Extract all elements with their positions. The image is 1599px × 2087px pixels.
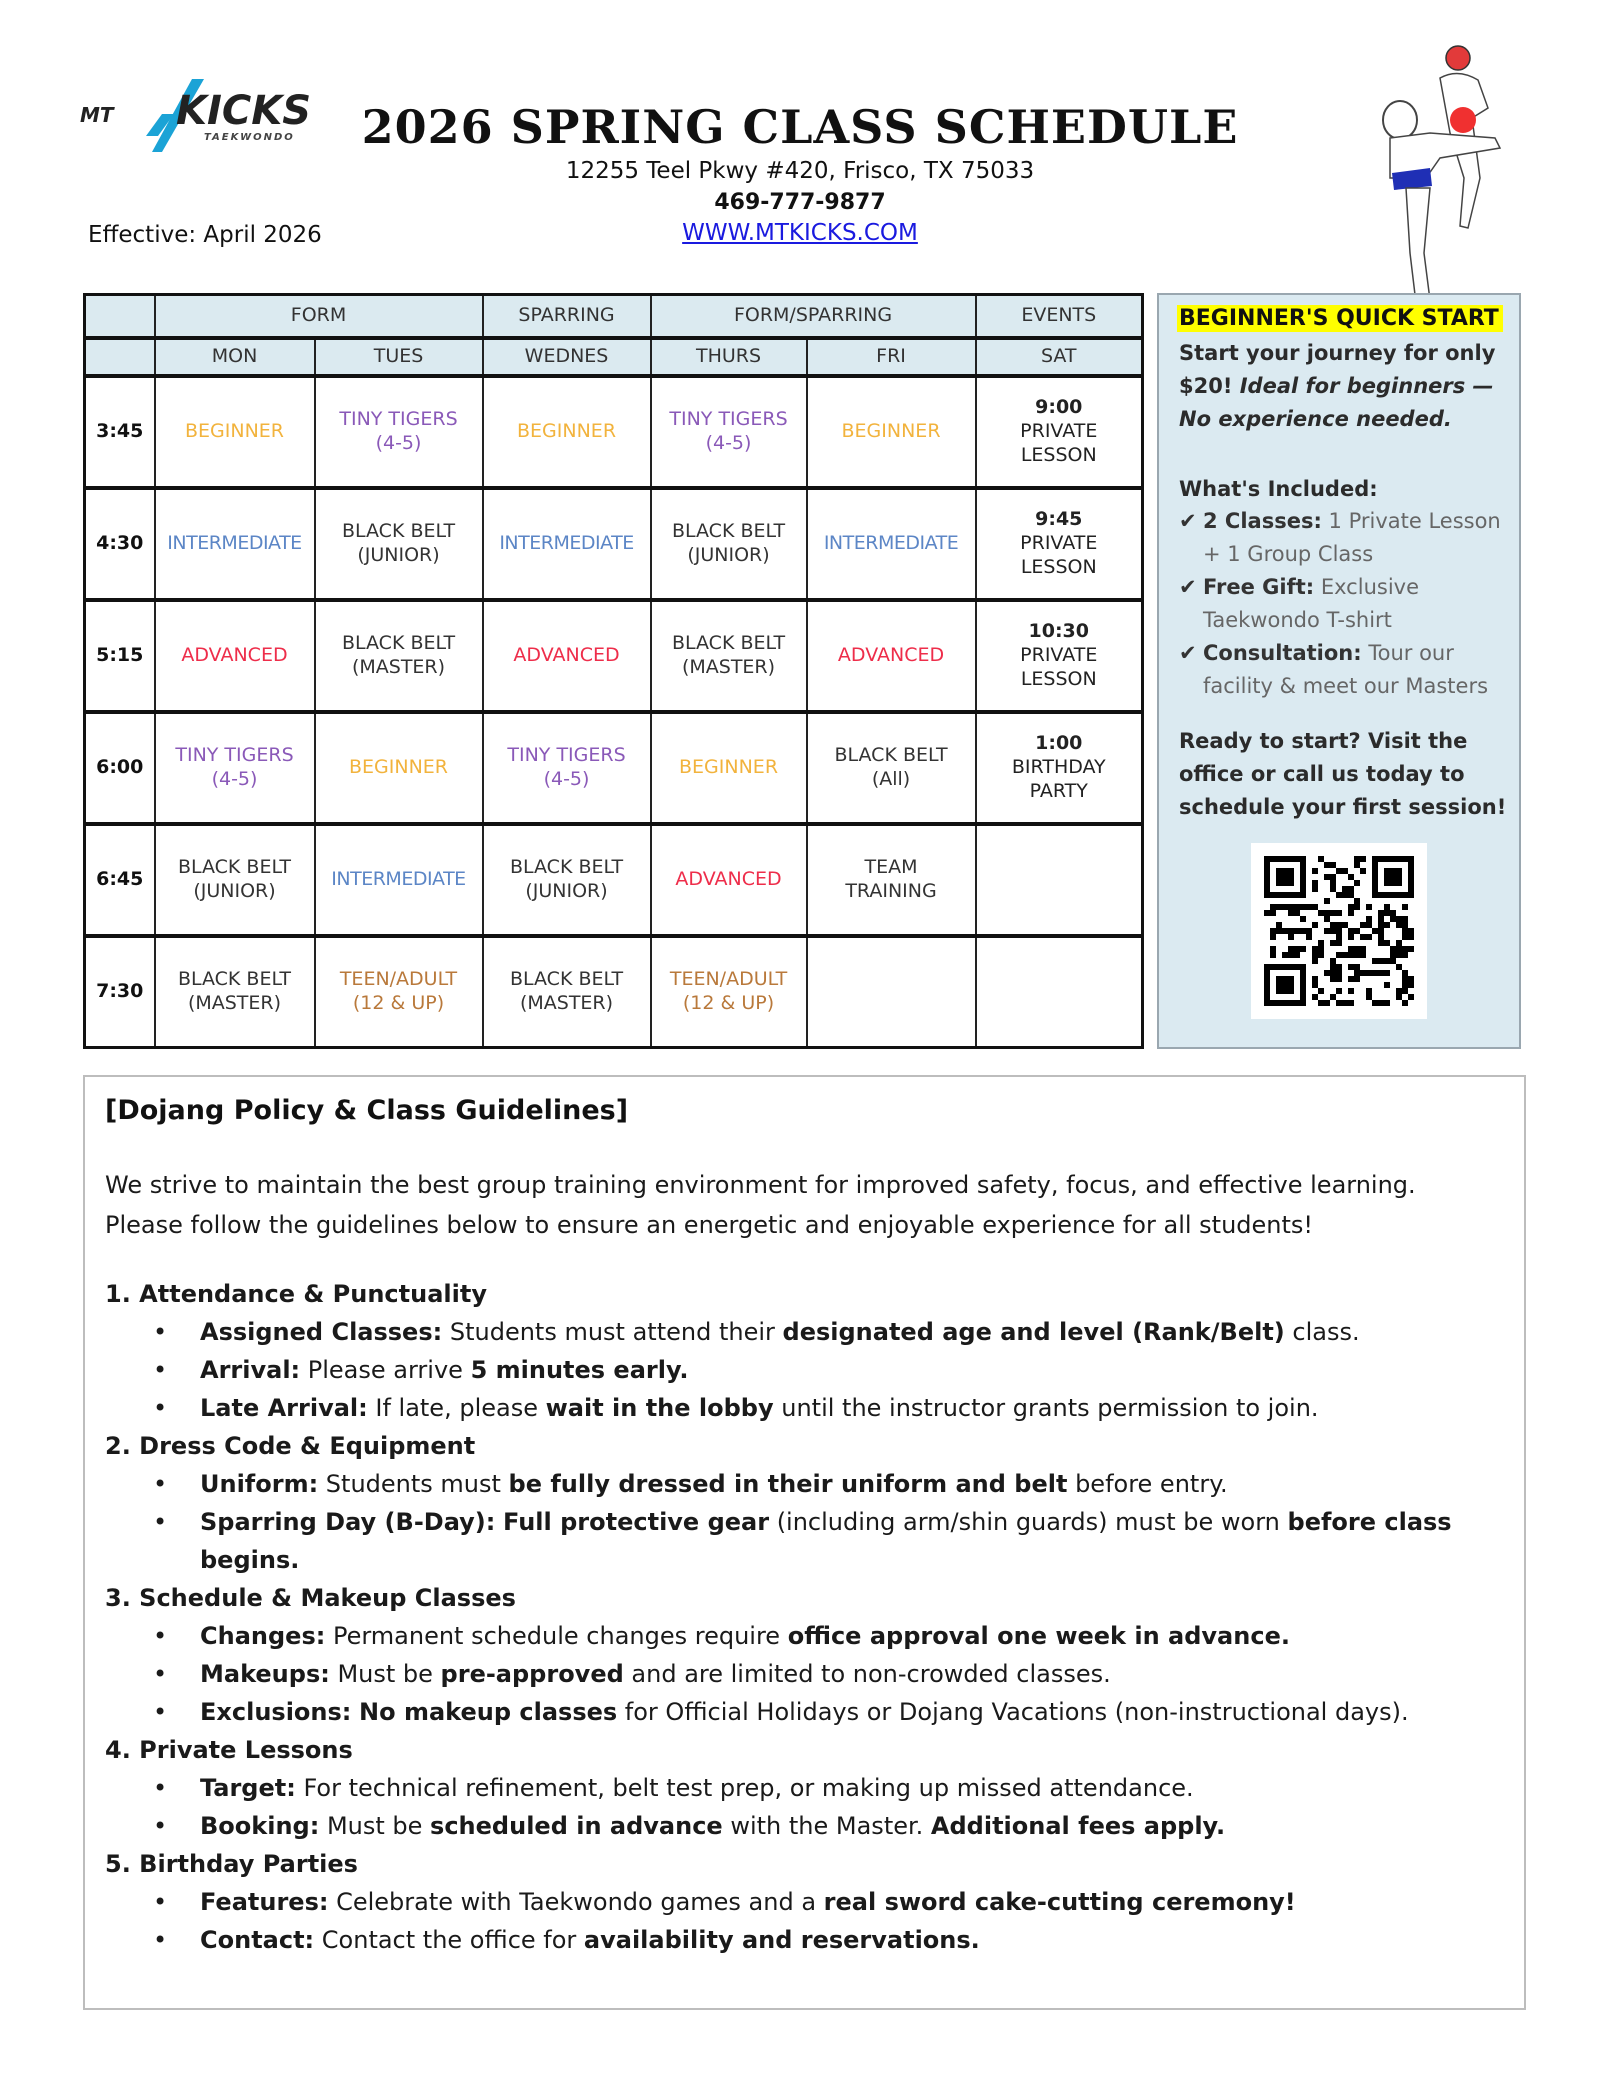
logo-subtitle: TAEKWONDO: [204, 132, 295, 143]
bullet-icon: •: [153, 1812, 168, 1840]
policy-item: [105, 1655, 1505, 1693]
policy-item-emphasis: Booking:: [200, 1812, 320, 1840]
event-time: 9:45: [1035, 508, 1083, 531]
event-time: 10:30: [1028, 620, 1089, 643]
schedule-row: [85, 936, 1143, 1048]
checkmark-icon: ✔: [1179, 641, 1197, 665]
class-cell: [976, 600, 1143, 712]
class-cell: [315, 824, 483, 936]
qr-code-graphic: [1251, 843, 1427, 1019]
policy-item: [105, 1313, 1505, 1351]
policy-item: [105, 1807, 1505, 1845]
class-name: PRIVATE LESSON: [1020, 644, 1098, 690]
schedule-row: [85, 488, 1143, 600]
day-header: [85, 338, 155, 376]
bullet-icon: •: [153, 1698, 168, 1726]
bullet-icon: •: [153, 1888, 168, 1916]
class-cell: [483, 600, 651, 712]
policy-item-emphasis: pre-approved: [440, 1660, 624, 1688]
category-header: [85, 295, 155, 339]
policy-item: [105, 1921, 1505, 1959]
phone-number: 469-777-9877: [714, 190, 886, 215]
policy-item-text: [495, 1508, 503, 1536]
policy-item-emphasis: before class begins.: [200, 1508, 1452, 1574]
bullet-icon: •: [153, 1508, 168, 1536]
quick-start-title: BEGINNER'S QUICK START: [1177, 305, 1503, 332]
class-name: INTERMEDIATE: [331, 868, 466, 891]
class-cell: [651, 488, 807, 600]
class-name: BLACK BELT (MASTER): [177, 968, 292, 1014]
time-slot: 3:45: [85, 376, 155, 488]
class-name: PRIVATE LESSON: [1020, 532, 1098, 578]
included-item: [1179, 637, 1509, 703]
class-name: BLACK BELT (MASTER): [509, 968, 624, 1014]
class-name: BLACK BELT (MASTER): [341, 632, 456, 678]
class-cell: [483, 936, 651, 1048]
time-slot: 5:15: [85, 600, 155, 712]
class-name: TINY TIGERS (4-5): [669, 408, 788, 454]
class-cell: [976, 712, 1143, 824]
policy-section: [105, 1579, 1505, 1731]
class-name: INTERMEDIATE: [499, 532, 634, 555]
class-name: TEAM TRAINING: [845, 856, 937, 902]
class-name: ADVANCED: [181, 644, 288, 667]
class-cell: [651, 600, 807, 712]
category-header: EVENTS: [976, 295, 1143, 339]
policy-item-emphasis: Assigned Classes:: [200, 1318, 443, 1346]
category-header: SPARRING: [483, 295, 651, 339]
policy-item: [105, 1617, 1505, 1655]
class-name: TEEN/ADULT (12 & UP): [339, 968, 458, 1014]
empty-cell: [976, 824, 1143, 936]
logo-wordmark: KICKS: [176, 88, 312, 134]
class-cell: [315, 712, 483, 824]
policy-intro-line: Please follow the guidelines below to ensure an energetic and enjoyable experience for all students!: [105, 1211, 1314, 1239]
class-name: TINY TIGERS (4-5): [507, 744, 626, 790]
bullet-icon: •: [153, 1394, 168, 1422]
checkmark-icon: ✔: [1179, 509, 1197, 533]
policy-item-text: and are limited to non-crowded classes.: [623, 1660, 1111, 1688]
bullet-icon: •: [153, 1470, 168, 1498]
policy-item-text: Permanent schedule changes require: [325, 1622, 788, 1650]
class-cell: [807, 376, 976, 488]
class-name: BLACK BELT (JUNIOR): [671, 520, 786, 566]
policy-item-emphasis: Features:: [200, 1888, 329, 1916]
class-name: BEGINNER: [679, 756, 779, 779]
bullet-icon: •: [153, 1660, 168, 1688]
policy-section-title: 2. Dress Code & Equipment: [105, 1432, 476, 1460]
policy-item-emphasis: office approval one week in advance.: [787, 1622, 1290, 1650]
policy-title: [Dojang Policy & Class Guidelines]: [105, 1095, 629, 1126]
class-cell: [155, 936, 315, 1048]
policy-item-emphasis: Makeups:: [200, 1660, 330, 1688]
class-cell: [976, 488, 1143, 600]
quick-start-cta: Ready to start? Visit the office or call us today to schedule your first session!: [1179, 729, 1507, 819]
policy-item-emphasis: 5 minutes early.: [470, 1356, 689, 1384]
class-cell: [155, 376, 315, 488]
day-header: MON: [155, 338, 315, 376]
policy-item-text: Contact the office for: [314, 1926, 584, 1954]
policy-section: [105, 1275, 1505, 1427]
time-slot: 4:30: [85, 488, 155, 600]
class-cell: [483, 712, 651, 824]
policy-item: [105, 1351, 1505, 1389]
bullet-icon: •: [153, 1926, 168, 1954]
policy-item-emphasis: Changes:: [200, 1622, 326, 1650]
class-name: BIRTHDAY PARTY: [1011, 756, 1106, 802]
bullet-icon: •: [153, 1356, 168, 1384]
category-header: FORM: [155, 295, 483, 339]
class-cell: [315, 936, 483, 1048]
kicker-graphic: [1360, 38, 1525, 318]
class-name: ADVANCED: [675, 868, 782, 891]
schedule-row: [85, 824, 1143, 936]
class-name: ADVANCED: [513, 644, 620, 667]
category-header: FORM/SPARRING: [651, 295, 976, 339]
class-cell: [807, 488, 976, 600]
class-cell: [807, 712, 976, 824]
day-header: THURS: [651, 338, 807, 376]
effective-date: Effective: April 2026: [88, 222, 322, 248]
whats-included-label: What's Included:: [1179, 477, 1378, 501]
policy-item-emphasis: Full protective gear: [503, 1508, 770, 1536]
class-cell: [651, 936, 807, 1048]
class-name: INTERMEDIATE: [823, 532, 959, 555]
bullet-icon: •: [153, 1622, 168, 1650]
policy-item-text: Must be: [329, 1660, 441, 1688]
class-cell: [483, 488, 651, 600]
policy-item-emphasis: scheduled in advance: [430, 1812, 723, 1840]
policy-item-emphasis: Late Arrival:: [200, 1394, 368, 1422]
policy-item: [105, 1693, 1505, 1731]
policy-item-text: If late, please: [367, 1394, 546, 1422]
policy-item: [105, 1883, 1505, 1921]
class-cell: [483, 824, 651, 936]
day-header-row: [85, 338, 1143, 376]
taekwondo-kick-illustration: [1360, 38, 1525, 318]
policy-item-text: Students must: [318, 1470, 509, 1498]
policy-item-text: before entry.: [1067, 1470, 1228, 1498]
class-name: TINY TIGERS (4-5): [339, 408, 458, 454]
policy-item-text: Must be: [319, 1812, 431, 1840]
checkmark-icon: ✔: [1179, 575, 1197, 599]
website: [300, 220, 1300, 246]
time-slot: 7:30: [85, 936, 155, 1048]
class-name: BLACK BELT (JUNIOR): [509, 856, 624, 902]
policy-item-text: (including arm/shin guards) must be worn: [769, 1508, 1288, 1536]
policy-item-text: until the instructor grants permission to join.: [773, 1394, 1319, 1422]
policy-item-emphasis: designated age and level (Rank/Belt): [782, 1318, 1285, 1346]
policy-item-emphasis: Contact:: [200, 1926, 315, 1954]
class-name: BLACK BELT (JUNIOR): [177, 856, 292, 902]
class-cell: [155, 712, 315, 824]
class-cell: [315, 376, 483, 488]
class-cell: [651, 712, 807, 824]
beginners-quick-start-panel: [1157, 293, 1521, 1049]
class-cell: [807, 824, 976, 936]
day-header: TUES: [315, 338, 483, 376]
policy-item-emphasis: Arrival:: [200, 1356, 301, 1384]
qr-code[interactable]: [1251, 843, 1427, 1019]
included-item: [1179, 571, 1509, 637]
policy-item-emphasis: Additional fees apply.: [930, 1812, 1226, 1840]
policy-item-emphasis: real sword cake-cutting ceremony!: [823, 1888, 1296, 1916]
policy-item: [105, 1769, 1505, 1807]
policy-item-emphasis: wait in the lobby: [545, 1394, 774, 1422]
policy-intro-line: We strive to maintain the best group training environment for improved safety, focus, and effective learning.: [105, 1171, 1416, 1199]
policy-section: [105, 1427, 1505, 1579]
class-name: TEEN/ADULT (12 & UP): [669, 968, 788, 1014]
logo-graphic: [74, 74, 324, 169]
website-link[interactable]: WWW.MTKICKS.COM: [682, 220, 918, 246]
included-item-text: 1 Private Lesson + 1 Group Class: [1203, 509, 1501, 566]
policy-item-text: For technical refinement, belt test prep, or making up missed attendance.: [295, 1774, 1194, 1802]
class-name: BLACK BELT (MASTER): [671, 632, 786, 678]
policy-item-emphasis: No makeup classes: [359, 1698, 618, 1726]
category-header-row: [85, 295, 1143, 339]
policy-item-emphasis: availability and reservations.: [583, 1926, 980, 1954]
event-time: 1:00: [1035, 732, 1083, 755]
policy-section-title: 5. Birthday Parties: [105, 1850, 358, 1878]
policy-item-text: [351, 1698, 359, 1726]
class-cell: [155, 600, 315, 712]
class-name: BEGINNER: [185, 420, 284, 443]
included-item-label: Free Gift:: [1203, 575, 1315, 599]
policy-item: [105, 1503, 1505, 1579]
dojang-policy-panel: [83, 1075, 1526, 2010]
class-cell: [651, 824, 807, 936]
bullet-icon: •: [153, 1318, 168, 1346]
page-title: 2026 SPRING CLASS SCHEDULE: [361, 100, 1239, 154]
schedule-row: [85, 600, 1143, 712]
time-slot: 6:45: [85, 824, 155, 936]
policy-section: [105, 1731, 1505, 1845]
policy-item-emphasis: Exclusions:: [200, 1698, 352, 1726]
policy-item-text: Celebrate with Taekwondo games and a: [328, 1888, 824, 1916]
policy-item: [105, 1389, 1505, 1427]
policy-item-text: with the Master.: [722, 1812, 931, 1840]
class-cell: [315, 488, 483, 600]
class-schedule-table: [83, 293, 1144, 1049]
empty-cell: [976, 936, 1143, 1048]
logo-prefix: MT: [80, 103, 114, 127]
class-cell: [155, 824, 315, 936]
class-cell: [483, 376, 651, 488]
included-item-text: Exclusive Taekwondo T-shirt: [1203, 575, 1419, 632]
included-list: [1179, 505, 1509, 703]
class-name: BLACK BELT (All): [834, 744, 948, 790]
quick-start-note: Ideal for beginners — No experience needed.: [1179, 374, 1494, 431]
policy-item-text: class.: [1284, 1318, 1360, 1346]
day-header: FRI: [807, 338, 976, 376]
empty-cell: [807, 936, 976, 1048]
policy-section-title: 3. Schedule & Makeup Classes: [105, 1584, 516, 1612]
policy-item-emphasis: be fully dressed in their uniform and belt: [508, 1470, 1068, 1498]
class-name: TINY TIGERS (4-5): [175, 744, 294, 790]
class-name: ADVANCED: [837, 644, 945, 667]
class-cell: [155, 488, 315, 600]
class-name: BEGINNER: [517, 420, 617, 443]
class-name: BEGINNER: [349, 756, 448, 779]
policy-intro: [105, 1165, 1505, 1245]
day-header: WEDNES: [483, 338, 651, 376]
day-header: SAT: [976, 338, 1143, 376]
policy-item-emphasis: Sparring Day (B-Day):: [200, 1508, 496, 1536]
class-name: PRIVATE LESSON: [1020, 420, 1098, 466]
quick-start-intro: [1179, 337, 1509, 436]
address: 12255 Teel Pkwy #420, Frisco, TX 75033: [565, 158, 1035, 184]
schedule-row: [85, 376, 1143, 488]
class-cell: [807, 600, 976, 712]
policy-section-title: 4. Private Lessons: [105, 1736, 353, 1764]
policy-item-text: Students must attend their: [442, 1318, 783, 1346]
class-cell: [651, 376, 807, 488]
included-item-label: Consultation:: [1203, 641, 1362, 665]
policy-item: [105, 1465, 1505, 1503]
included-item-label: 2 Classes:: [1203, 509, 1322, 533]
quick-start-offer: Start your journey for only $20!: [1179, 341, 1496, 398]
policy-item-text: for Official Holidays or Dojang Vacations (non-instructional days).: [617, 1698, 1409, 1726]
class-name: BLACK BELT (JUNIOR): [341, 520, 456, 566]
policy-item-emphasis: Uniform:: [200, 1470, 319, 1498]
policy-section-title: 1. Attendance & Punctuality: [105, 1280, 487, 1308]
schedule-row: [85, 712, 1143, 824]
bullet-icon: •: [153, 1774, 168, 1802]
included-item-text: Tour our facility & meet our Masters: [1203, 641, 1489, 698]
time-slot: 6:00: [85, 712, 155, 824]
included-item: [1179, 505, 1509, 571]
class-cell: [315, 600, 483, 712]
mtkicks-logo: [74, 74, 324, 169]
policy-section: [105, 1845, 1505, 1959]
policy-sections: [105, 1275, 1505, 1959]
policy-item-text: Please arrive: [300, 1356, 471, 1384]
event-time: 9:00: [1035, 396, 1083, 419]
class-name: BEGINNER: [841, 420, 941, 443]
policy-item-emphasis: Target:: [200, 1774, 296, 1802]
class-cell: [976, 376, 1143, 488]
class-name: INTERMEDIATE: [167, 532, 302, 555]
